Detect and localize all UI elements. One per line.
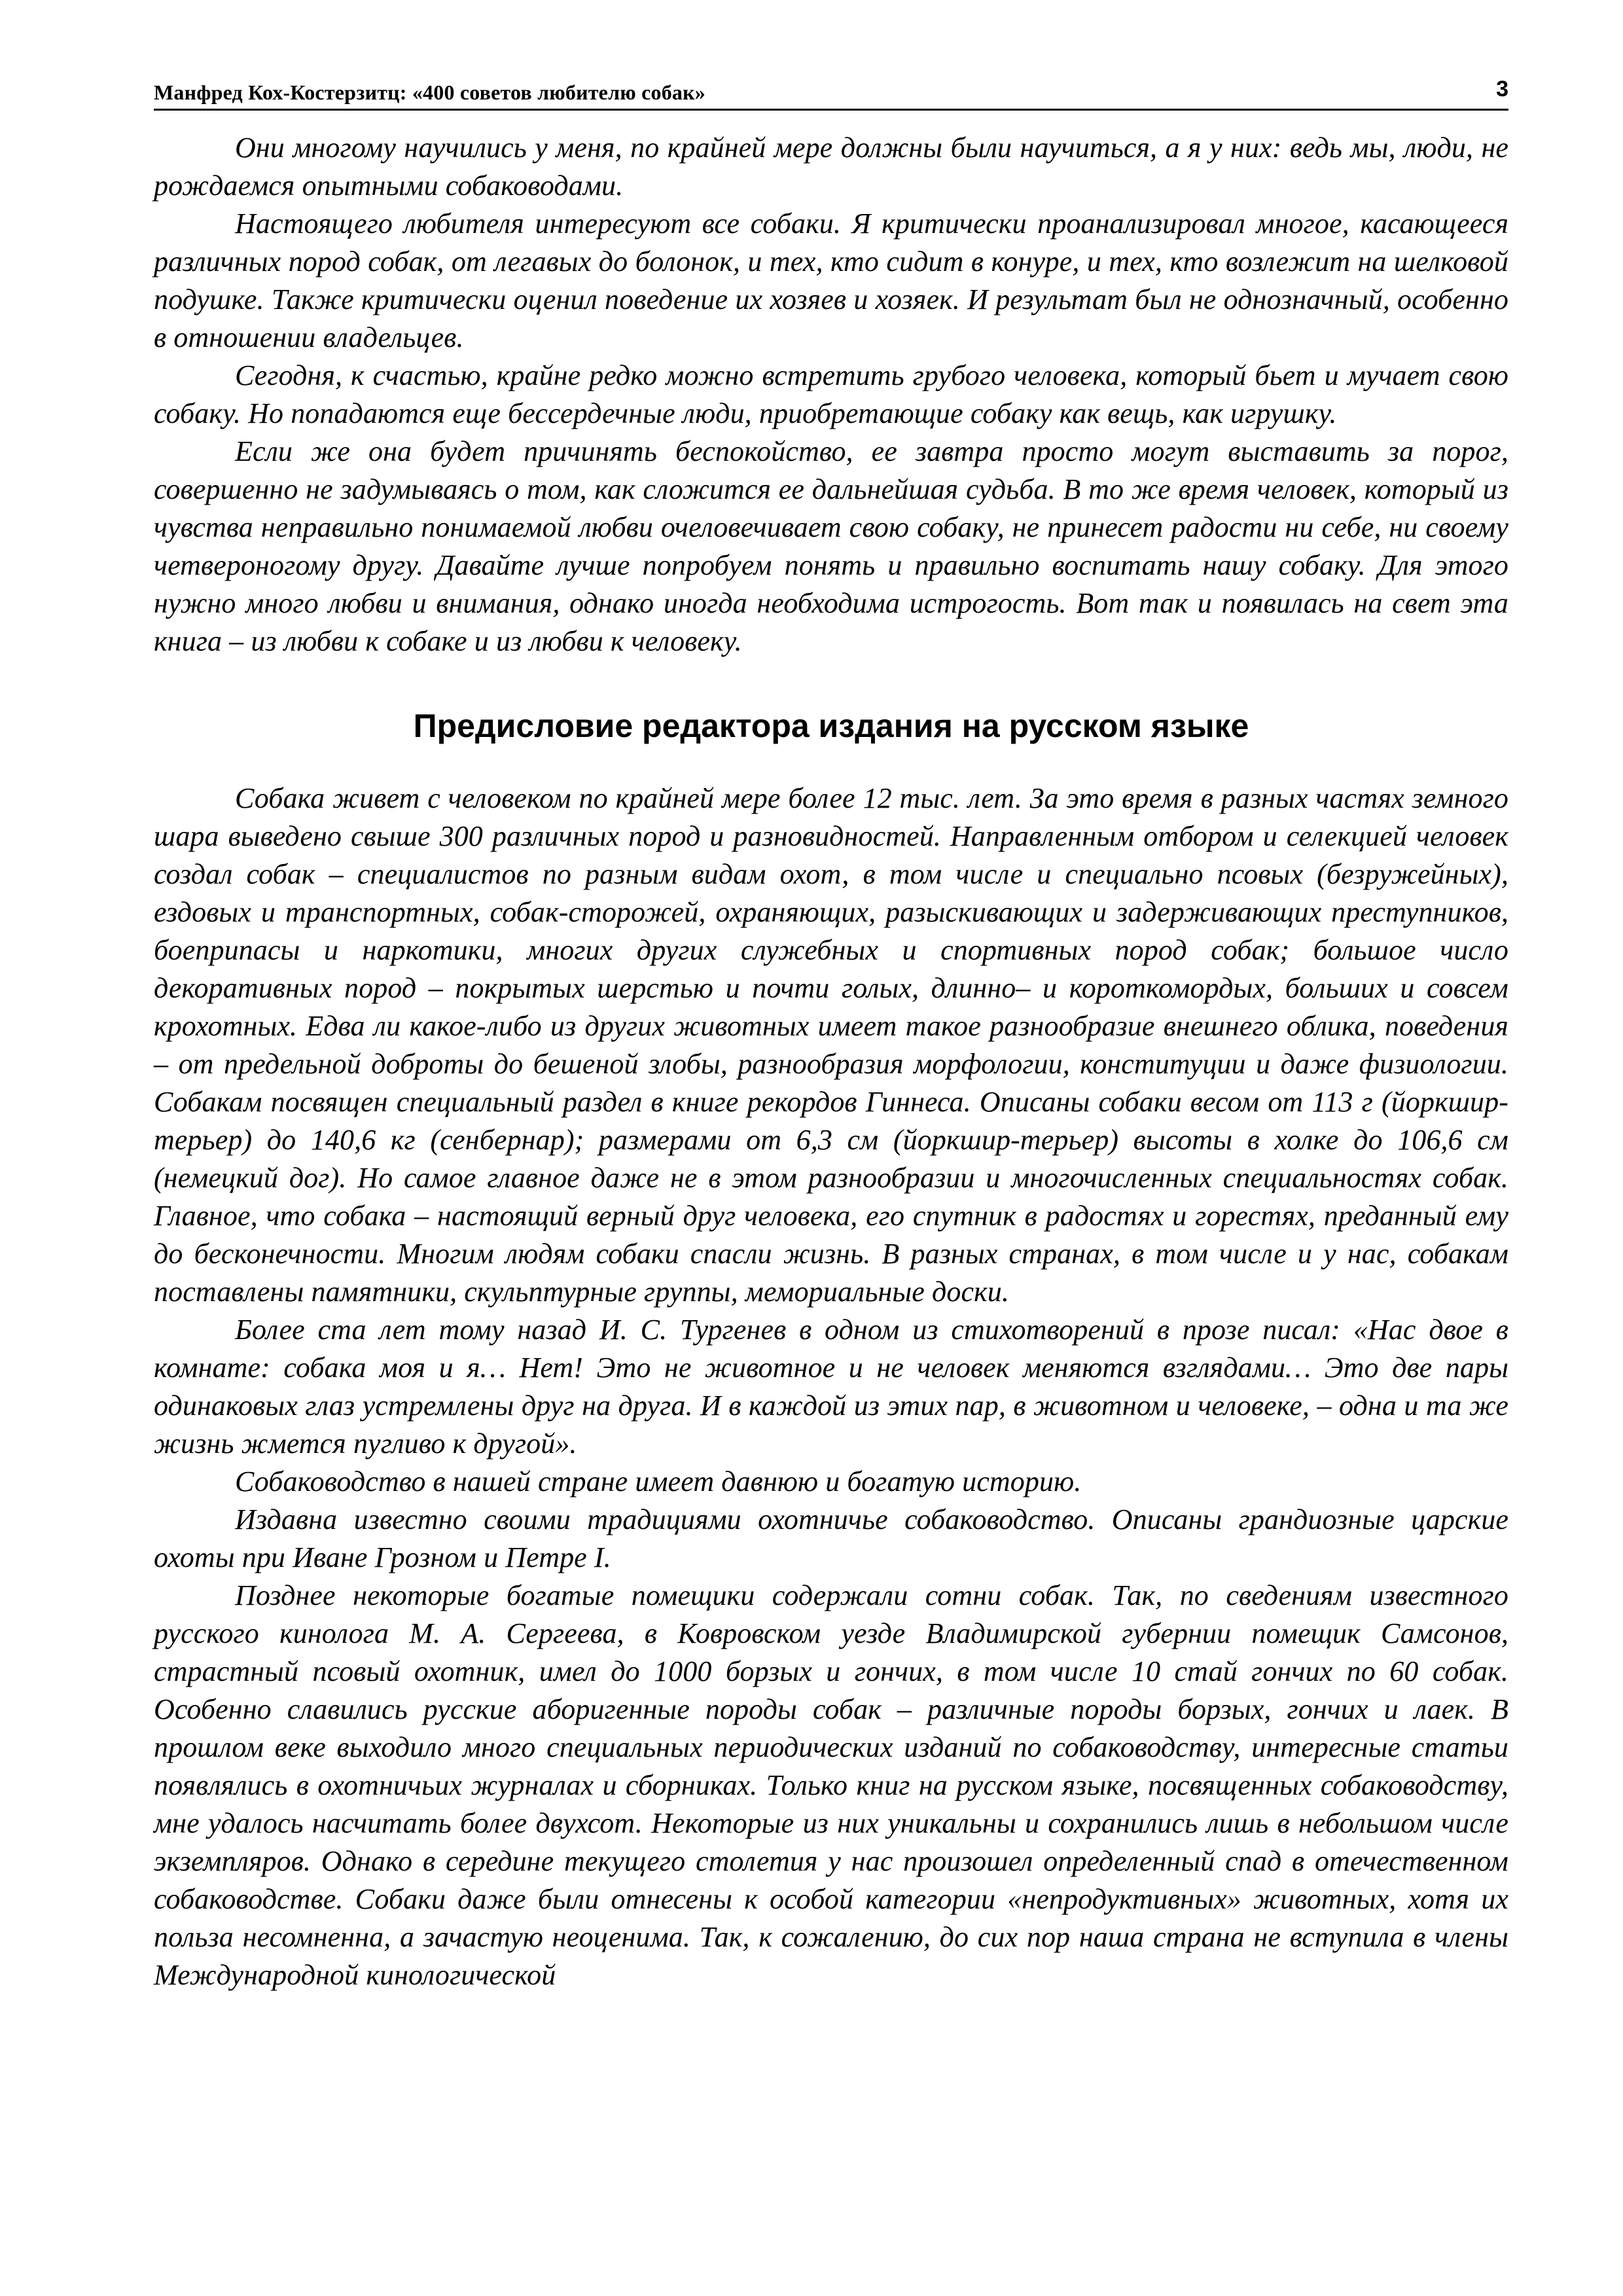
section-heading: Предисловие редактора издания на русском языке xyxy=(413,708,1249,744)
intro-paragraph-4: Если же она будет причинять беспокойство, ее завтра просто могут выставить за порог, совершенно не задумываясь о том, как сложится ее дальнейшая судьба. В то же время человек, который из чувства неправильно понимаемой любви очеловечивает свою собаку, не принесет радости ни себе, ни своему четвероногому другу. Давайте лучше попробуем понять и правильно воспитать нашу собаку. Для этого нужно много любви и внимания, однако иногда необходима истрогость. Вот так и появилась на свет эта книга – из любви к собаке и из любви к человеку. xyxy=(154,435,1508,657)
section-paragraph-5: Позднее некоторые богатые помещики содержали сотни собак. Так, по сведениям известного русского кинолога М. А. Сергеева, в Ковровском уезде Владимирской губернии помещик Самсонов, страстный псовый охотник, имел до 1000 борзых и гончих, в том числе 10 стай гончих по 60 собак. Особенно славились русские аборигенные породы собак – различные породы борзых, гончих и лаек. В прошлом веке выходило много специальных периодических изданий по собаководству, интересные статьи появлялись в охотничьих журналах и сборниках. Только книг на русском языке, посвященных собаководству, мне удалось насчитать более двухсот. Некоторые из них уникальны и сохранились лишь в небольшом числе экземпляров. Однако в середине текущего столетия у нас произошел определенный спад в отечественном собаководстве. Собаки даже были отнесены к особой категории «непродуктивных» животных, хотя их польза несомненна, а зачастую неоценима. Так, к сожалению, до сих пор наша страна не вступила в члены Международной кинологической xyxy=(154,1579,1508,1991)
section-paragraph-4: Издавна известно своими традициями охотничье собаководство. Описаны грандиозные царские охоты при Иване Грозном и Петре I. xyxy=(154,1503,1508,1573)
section-paragraph-1: Собака живет с человеком по крайней мере более 12 тыс. лет. За это время в разных частях земного шара выведено свыше 300 различных пород и разновидностей. Направленным отбором и селекцией человек создал собак – специалистов по разным видам охот, в том числе и специально псовых (безружейных), ездовых и транспортных, собак-сторожей, охраняющих, разыскивающих и задерживающих преступников, боеприпасы и наркотики, многих других служебных и спортивных пород собак; большое число декоративных пород – покрытых шерстью и почти голых, длинно– и короткомордых, больших и совсем крохотных. Едва ли какое-либо из других животных имеет такое разнообразие внешнего облика, поведения – от предельной доброты до бешеной злобы, разнообразия морфологии, конституции и даже физиологии. Собакам посвящен специальный раздел в книге рекордов Гиннеса. Описаны собаки весом от 113 г (йоркшир-терьер) до 140,6 кг (сенбернар); размерами от 6,3 см (йоркшир-терьер) высоты в холке до 106,6 см (немецкий дог). Но самое главное даже не в этом разнообразии и многочисленных специальностях собак. Главное, что собака – настоящий верный друг человека, его спутник в радостях и горестях, преданный ему до бесконечности. Многим людям собаки спасли жизнь. В разных странах, в том числе и у нас, собакам поставлены памятники, скульптурные группы, мемориальные доски. xyxy=(154,782,1508,1308)
intro-paragraph-3: Сегодня, к счастью, крайне редко можно встретить грубого человека, который бьет и мучает свою собаку. Но попадаются еще бессердечные люди, приобретающие собаку как вещь, как игрушку. xyxy=(154,359,1508,429)
section-paragraph-2: Более ста лет тому назад И. С. Тургенев в одном из стихотворений в прозе писал: «Нас двое в комнате: собака моя и я… Нет! Это не животное и не человек меняются взглядами… Это две пары одинаковых глаз устремлены друг на друга. И в каждой из этих пар, в животном и человеке, – одна и та же жизнь жмется пугливо к другой». xyxy=(154,1314,1508,1460)
page-number: 3 xyxy=(1496,77,1508,101)
body-text xyxy=(154,129,1508,1994)
running-header xyxy=(154,72,1508,111)
intro-paragraph-2: Настоящего любителя интересуют все собаки. Я критически проанализировал многое, касающееся различных пород собак, от легавых до болонок, и тех, кто сидит в конуре, и тех, кто возлежит на шелковой подушке. Также критически оценил поведение их хозяев и хозяек. И результат был не однозначный, особенно в отношении владельцев. xyxy=(154,207,1508,353)
intro-paragraph-1: Они многому научились у меня, по крайней мере должны были научиться, а я у них: ведь мы, люди, не рождаемся опытными собаководами. xyxy=(154,132,1508,202)
section-paragraph-3: Собаководство в нашей стране имеет давнюю и богатую историю. xyxy=(235,1465,1082,1498)
document-page xyxy=(154,72,1508,1994)
running-title: Манфред Кох-Костерзитц: «400 советов любителю собак» xyxy=(154,81,705,104)
